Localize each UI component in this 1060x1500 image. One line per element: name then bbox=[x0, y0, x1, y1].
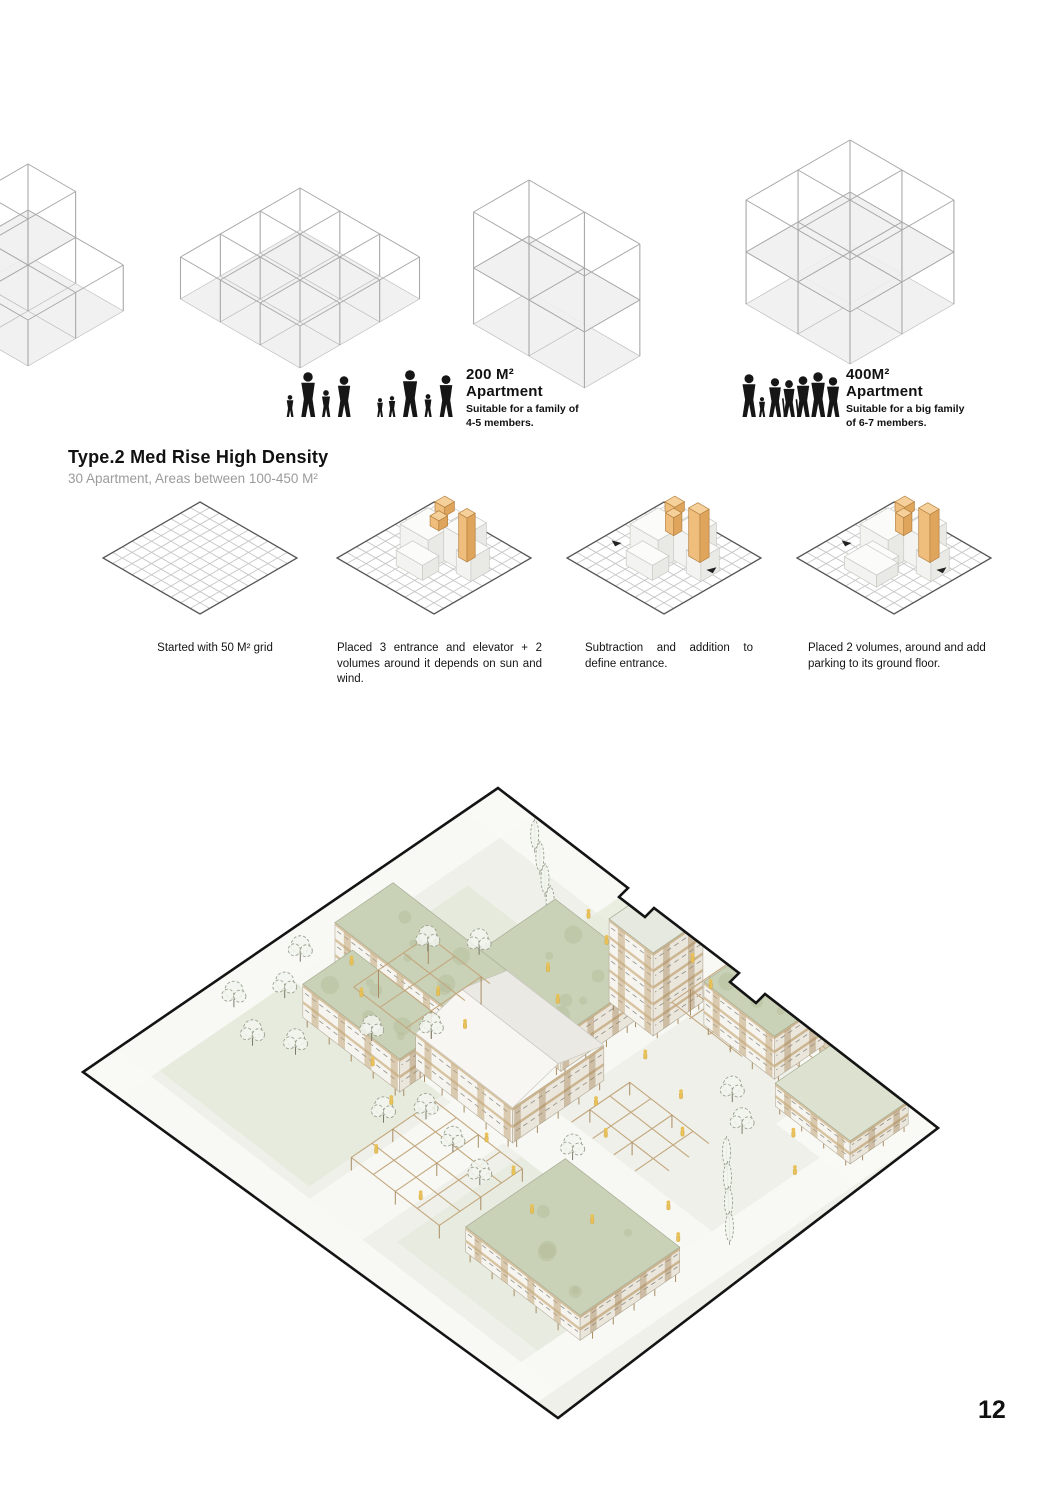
wireframe-structure-1 bbox=[0, 152, 150, 397]
one-storey-grid-frame-icon bbox=[155, 172, 445, 377]
cores-volumes-diagram bbox=[322, 486, 547, 638]
apartment-200-label bbox=[466, 366, 584, 430]
step-1-caption: Started with 50 M² grid bbox=[157, 642, 273, 654]
two-storey-block-frame-icon bbox=[700, 128, 990, 373]
section-title: Type.2 Med Rise High Density bbox=[68, 447, 329, 467]
page-number: 12 bbox=[978, 1396, 1006, 1424]
step-3-caption: Subtraction and addition to define entrance. bbox=[585, 642, 753, 670]
section-heading bbox=[68, 447, 328, 486]
stepped-frame-structure-icon bbox=[0, 152, 150, 397]
apartment-400-title: 400M² Apartment bbox=[846, 366, 923, 400]
apartment-400-desc: Suitable for a big family of 6-7 members. bbox=[846, 403, 965, 429]
grid-diagram bbox=[88, 486, 313, 638]
volumes-parking-diagram bbox=[782, 486, 1007, 638]
apartment-200-desc: Suitable for a family of 4-5 members. bbox=[466, 403, 579, 429]
family-of-4-5-icon bbox=[282, 356, 462, 422]
subtraction-addition-diagram bbox=[552, 486, 777, 638]
apartment-200-title: 200 M² Apartment bbox=[466, 366, 543, 400]
two-storey-bar-frame-icon bbox=[435, 168, 655, 398]
family-of-6-7-icon bbox=[740, 356, 842, 422]
apartment-400-label bbox=[846, 366, 968, 430]
site-axonometric-rendering bbox=[75, 775, 955, 1435]
section-subtitle: 30 Apartment, Areas between 100-450 M² bbox=[68, 471, 318, 486]
step-4-caption: Placed 2 volumes, around and add parking to its ground floor. bbox=[808, 642, 986, 670]
step-2-caption: Placed 3 entrance and elevator + 2 volumes around it depends on sun and wind. bbox=[337, 642, 542, 686]
